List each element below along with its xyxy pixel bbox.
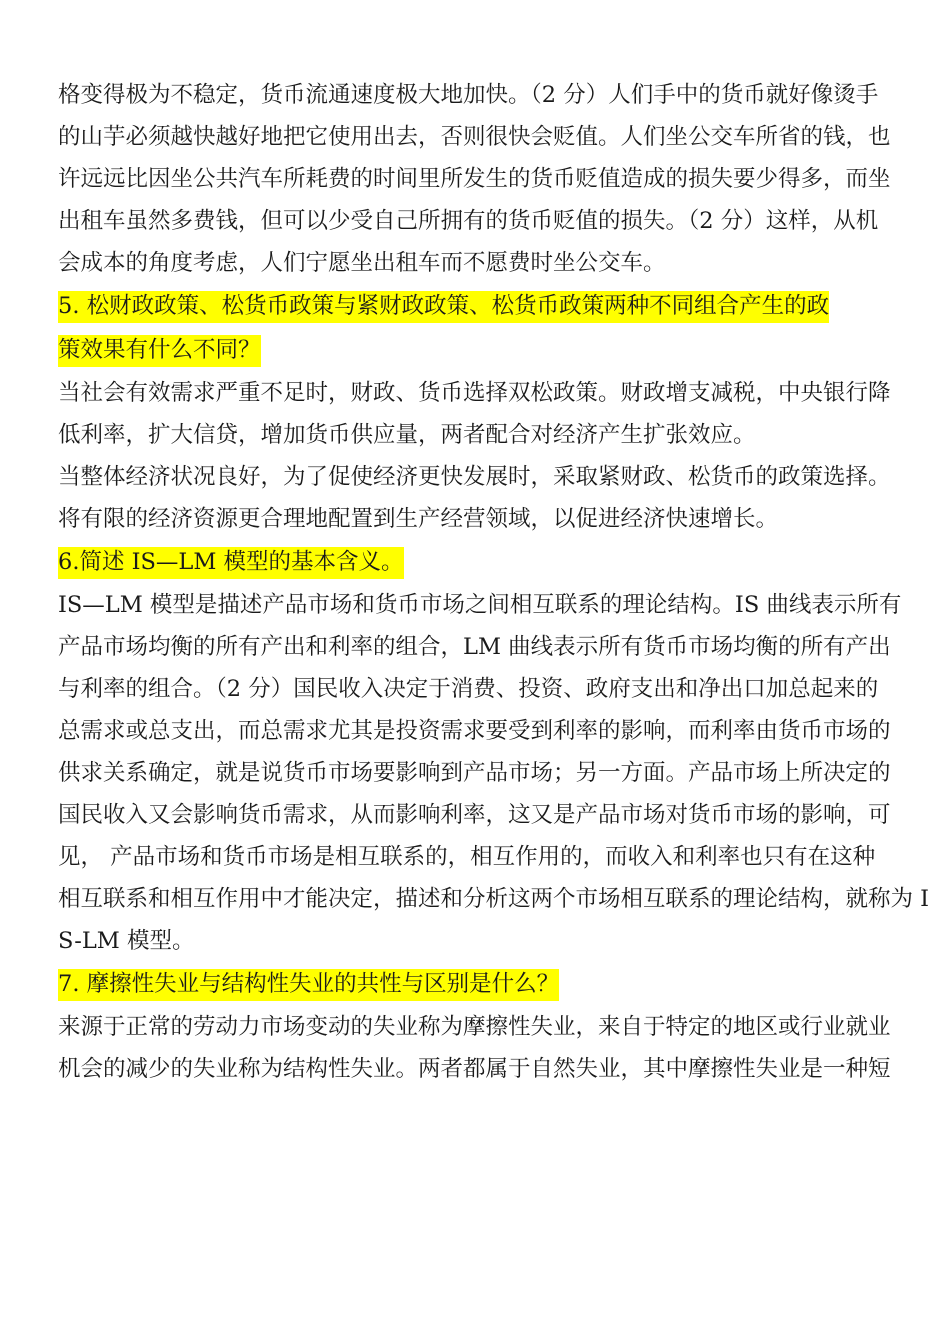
answer-line: 产品市场均衡的所有产出和利率的组合，LM 曲线表示所有货币市场均衡的所有产出 [58, 634, 891, 660]
answer-line: 国民收入又会影响货币需求，从而影响利率，这又是产品市场对货币市场的影响，可 [58, 802, 891, 828]
answer-line: IS—LM 模型是描述产品市场和货币市场之间相互联系的理论结构。IS 曲线表示所有 [58, 592, 902, 618]
answer-line: 低利率，扩大信贷，增加货币供应量，两者配合对经济产生扩张效应。 [58, 422, 756, 448]
document-body [58, 74, 930, 1090]
answer-line: 总需求或总支出，而总需求尤其是投资需求要受到利率的影响，而利率由货币市场的 [58, 718, 891, 744]
highlighted-text: 7. 摩擦性失业与结构性失业的共性与区别是什么？ [58, 969, 559, 1001]
highlighted-text: 5. 松财政政策、松货币政策与紧财政政策、松货币政策两种不同组合产生的政 [58, 291, 829, 323]
text-line: 许远远比因坐公共汽车所耗费的时间里所发生的货币贬值造成的损失要少得多，而坐 [58, 166, 891, 192]
text-line: 的山芋必须越快越好地把它使用出去，否则很快会贬值。人们坐公交车所省的钱，也 [58, 124, 891, 150]
answer-line: 机会的减少的失业称为结构性失业。两者都属于自然失业，其中摩擦性失业是一种短 [58, 1056, 891, 1082]
question-heading [58, 962, 898, 1006]
answer-line: 相互联系和相互作用中才能决定，描述和分析这两个市场相互联系的理论结构，就称为 I [58, 886, 930, 912]
text-line: 出租车虽然多费钱，但可以少受自己所拥有的货币贬值的损失。（2 分）这样，从机 [58, 208, 879, 234]
answer-line: 与利率的组合。（2 分）国民收入决定于消费、投资、政府支出和净出口加总起来的 [58, 676, 879, 702]
answer-line: 来源于正常的劳动力市场变动的失业称为摩擦性失业，来自于特定的地区或行业就业 [58, 1014, 891, 1040]
answer-line: S-LM 模型。 [58, 928, 195, 954]
text-line: 会成本的角度考虑，人们宁愿坐出租车而不愿费时坐公交车。 [58, 250, 666, 276]
answer-line: 当整体经济状况良好，为了促使经济更快发展时，采取紧财政、松货币的政策选择。 [58, 464, 891, 490]
question-5 [58, 284, 898, 540]
text-line: 格变得极为不稳定，货币流通速度极大地加快。（2 分）人们手中的货币就好像烫手 [58, 82, 879, 108]
highlighted-text: 策效果有什么不同？ [58, 335, 261, 367]
question-7 [58, 962, 898, 1090]
intro-paragraph [58, 74, 898, 284]
question-heading [58, 328, 898, 372]
answer-line: 供求关系确定，就是说货币市场要影响到产品市场；另一方面。产品市场上所决定的 [58, 760, 891, 786]
question-heading [58, 284, 898, 328]
highlighted-text: 6.简述 IS—LM 模型的基本含义。 [58, 547, 404, 579]
question-6 [58, 540, 930, 962]
answer-line: 见， 产品市场和货币市场是相互联系的，相互作用的，而收入和利率也只有在这种 [58, 844, 876, 870]
answer-line: 当社会有效需求严重不足时，财政、货币选择双松政策。财政增支减税，中央银行降 [58, 380, 891, 406]
answer-line: 将有限的经济资源更合理地配置到生产经营领域，以促进经济快速增长。 [58, 506, 779, 532]
question-heading [58, 540, 898, 584]
